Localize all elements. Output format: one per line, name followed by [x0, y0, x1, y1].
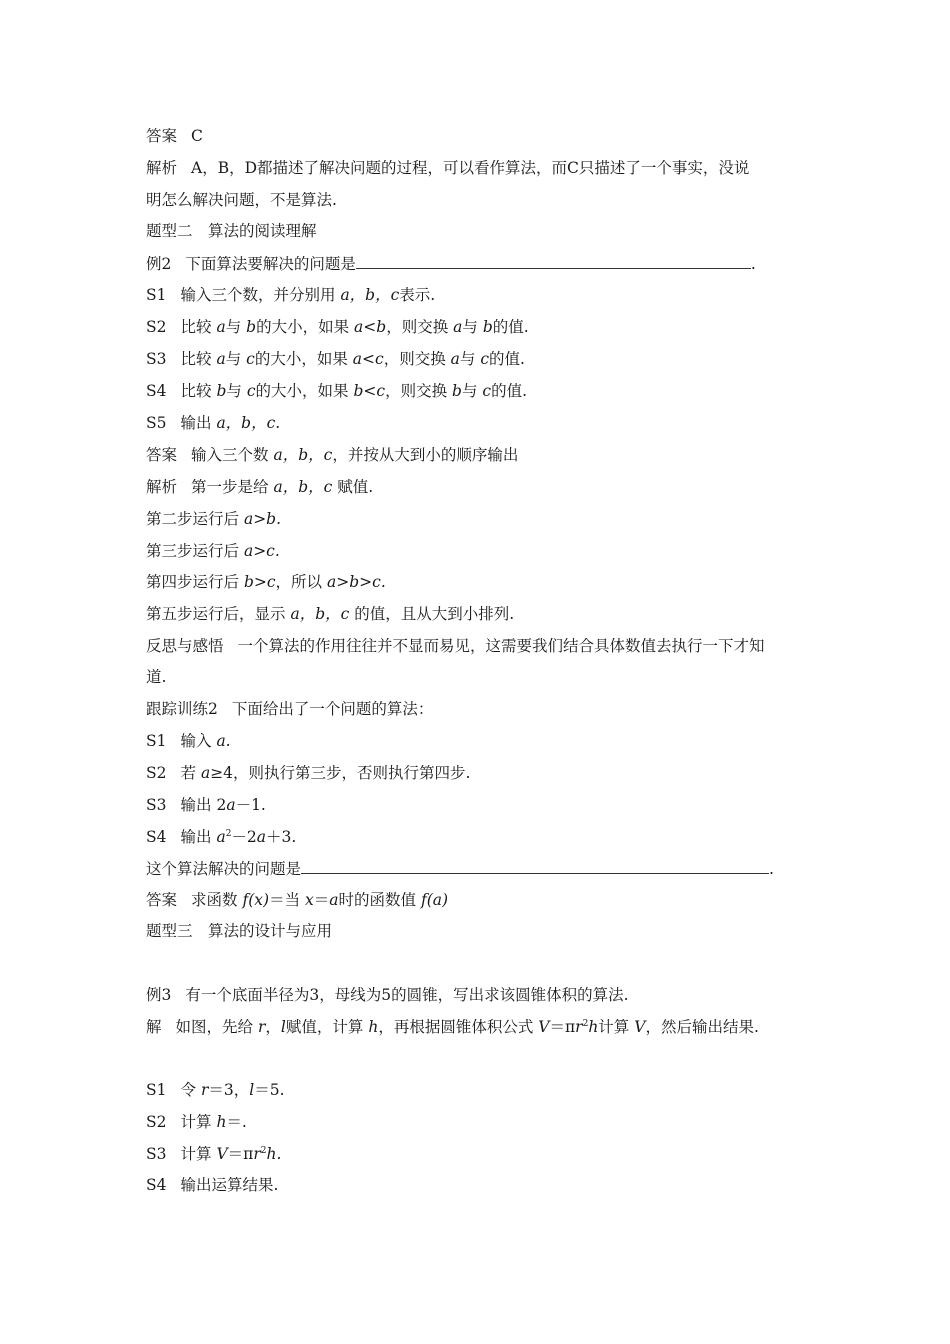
step-text: 与: [225, 318, 242, 336]
var: f: [242, 891, 249, 909]
analysis-line-2: [146, 477, 811, 497]
step-text: 的大小，如果: [254, 350, 348, 368]
reflection-label: 反思与感悟: [146, 637, 224, 655]
answer-text: ＝当: [269, 891, 301, 909]
step-text: 的值.: [492, 318, 529, 336]
expr: ＝3，: [208, 1081, 250, 1099]
step-text: 输出运算结果.: [180, 1176, 279, 1194]
answer-text: C: [191, 127, 203, 145]
step-label: S1: [146, 732, 167, 750]
solution-text: 赋值，计算: [285, 1018, 364, 1036]
solution-step-s2: [146, 1112, 811, 1132]
var: r: [200, 1081, 209, 1099]
var: r: [253, 1145, 261, 1163]
expr: －2: [231, 828, 257, 846]
answer-blank-2[interactable]: [301, 858, 769, 874]
step-text: 表示.: [399, 286, 436, 304]
example-text: 有一个底面半径为3，母线为5的圆锥，写出求该圆锥体积的算法.: [185, 986, 629, 1004]
var: a，b，c: [273, 446, 333, 464]
var: a.: [216, 732, 231, 750]
var: h: [216, 1113, 227, 1131]
var: V: [216, 1145, 228, 1163]
sep: ，: [265, 1018, 281, 1036]
solution-line: [146, 1017, 811, 1037]
step-text: 与: [462, 318, 478, 336]
step-text: 比较: [180, 318, 212, 336]
step-label: S1: [146, 286, 167, 304]
var: r: [575, 1018, 583, 1036]
expr: ＝.: [226, 1113, 247, 1131]
var: b: [482, 318, 493, 336]
reflection-line-b: [146, 667, 811, 687]
analysis-step-2: [146, 509, 811, 529]
step-text: 输出: [180, 414, 212, 432]
step-s5: [146, 413, 811, 433]
example-label: 例3: [146, 986, 172, 1004]
relation: a>b>c.: [327, 573, 386, 591]
answer-line-2: [146, 445, 811, 465]
practice-text: 下面给出了一个问题的算法：: [231, 700, 434, 718]
step-s3: [146, 349, 811, 369]
var: V: [538, 1018, 550, 1036]
expr: ＋3.: [266, 828, 297, 846]
answer-blank[interactable]: [356, 253, 751, 269]
step-text: 输出: [180, 796, 212, 814]
practice-step-s1: [146, 731, 811, 751]
step-text: 输入三个数，并分别用: [180, 286, 336, 304]
step-text: ，则交换: [386, 318, 449, 336]
solution-text: 如图，先给: [175, 1018, 254, 1036]
var: h: [368, 1018, 379, 1036]
question-line: [146, 858, 811, 879]
analysis-label: 解析: [146, 478, 178, 496]
step-label: S3: [146, 796, 167, 814]
condition: a<b: [354, 318, 387, 336]
solution-text: ，然后输出结果.: [645, 1018, 759, 1036]
analysis-text: 赋值.: [337, 478, 374, 496]
step-label: S2: [146, 318, 167, 336]
relation: b>c: [243, 573, 276, 591]
var: a: [453, 318, 463, 336]
answer-line-3: [146, 890, 811, 910]
var: a: [256, 828, 267, 846]
section-heading-2: [146, 221, 811, 241]
var: a，b，c: [340, 286, 400, 304]
reflection-text: 道.: [146, 668, 167, 686]
var: a: [200, 764, 211, 782]
step-text: 令: [180, 1081, 196, 1099]
solution-text: 计算: [598, 1018, 630, 1036]
step-text: 比较: [180, 382, 212, 400]
practice-step-s2: [146, 763, 811, 783]
var: b: [452, 382, 462, 400]
practice-label: 跟踪训练2: [146, 700, 218, 718]
solution-label: 解: [146, 1018, 162, 1036]
analysis-text: A，B，D都描述了解决问题的过程，可以看作算法，而C只描述了一个事实，没说: [191, 159, 750, 177]
answer-label: 答案: [146, 446, 178, 464]
solution-step-s1: [146, 1080, 811, 1100]
var: (a): [426, 891, 449, 909]
example-2-line: [146, 253, 811, 274]
expr: 2: [216, 796, 227, 814]
step-label: S4: [146, 382, 167, 400]
expr: ＝π: [549, 1018, 576, 1036]
step-s4: [146, 381, 811, 401]
step-text: 与: [226, 382, 242, 400]
step-text: 若: [180, 764, 196, 782]
answer-line-1: [146, 126, 811, 146]
period: .: [769, 860, 774, 878]
step-text: 与: [461, 382, 478, 400]
step-label: S5: [146, 414, 167, 432]
expr: －1.: [235, 796, 266, 814]
var: a: [329, 891, 339, 909]
var: f: [420, 891, 427, 909]
var: a，b，c: [273, 478, 333, 496]
answer-text: ＝: [313, 891, 330, 909]
section-heading-3: [146, 921, 811, 941]
step-text: 与: [459, 350, 476, 368]
practice-2-line: [146, 699, 811, 719]
var: r: [257, 1018, 266, 1036]
step-text: 输出: [180, 828, 212, 846]
answer-text: 时的函数值: [338, 891, 417, 909]
answer-text: 输入三个数: [191, 446, 269, 464]
var: c: [480, 350, 490, 368]
example-label: 例2: [146, 255, 172, 273]
var: a: [216, 350, 226, 368]
var: (x): [248, 891, 270, 909]
condition: b<c: [353, 382, 386, 400]
step-text: ，则交换: [383, 350, 446, 368]
step-label: S4: [146, 1176, 167, 1194]
practice-step-s4: [146, 827, 811, 847]
var: l: [280, 1018, 286, 1036]
step-label: S2: [146, 1113, 167, 1131]
var: b: [216, 382, 227, 400]
var: a，b，c: [290, 605, 350, 623]
analysis-text: 第五步运行后，显示: [146, 605, 286, 623]
analysis-step-4: [146, 572, 811, 592]
step-text: 的大小，如果: [255, 382, 349, 400]
step-s1: [146, 285, 811, 305]
expr: ＝π: [227, 1145, 254, 1163]
var: a，b，c.: [216, 414, 281, 432]
var: c: [246, 382, 256, 400]
example-text: 下面算法要解决的问题是: [185, 255, 356, 273]
exponent: 2: [260, 1145, 267, 1156]
exponent: 2: [225, 828, 232, 839]
step-text: 的值.: [491, 382, 528, 400]
answer-label: 答案: [146, 891, 178, 909]
exponent: 2: [582, 1018, 589, 1029]
analysis-text: 第三步运行后: [146, 542, 240, 560]
var: x: [305, 891, 314, 909]
analysis-text: 的值，且从大到小排列.: [354, 605, 515, 623]
analysis-text: 第二步运行后: [146, 510, 240, 528]
var: a: [216, 828, 226, 846]
analysis-text: 第四步运行后: [146, 573, 240, 591]
period: .: [750, 255, 756, 273]
analysis-label: 解析: [146, 159, 178, 177]
analysis-text-cont: 明怎么解决问题，不是算法.: [146, 191, 337, 209]
example-3-line: [146, 985, 811, 1005]
answer-text: 求函数: [191, 891, 238, 909]
section-title: 题型三 算法的设计与应用: [146, 922, 333, 940]
var: l: [249, 1081, 255, 1099]
analysis-step-3: [146, 541, 811, 561]
section-title: 题型二 算法的阅读理解: [146, 222, 317, 240]
step-text: 计算: [180, 1145, 212, 1163]
step-text: 计算: [180, 1113, 212, 1131]
answer-text: ，并按从大到小的顺序输出: [332, 446, 519, 464]
var: c: [482, 382, 492, 400]
analysis-line-1b: [146, 190, 811, 210]
var: a: [450, 350, 460, 368]
step-label: S2: [146, 764, 167, 782]
step-label: S3: [146, 350, 167, 368]
step-label: S1: [146, 1081, 167, 1099]
step-text: ≥4，则执行第三步，否则执行第四步.: [210, 764, 471, 782]
step-text: 与: [225, 350, 242, 368]
answer-label: 答案: [146, 127, 178, 145]
step-text: ，则交换: [385, 382, 448, 400]
var: c: [246, 350, 255, 368]
step-text: 的值.: [489, 350, 525, 368]
analysis-step-5: [146, 604, 811, 624]
solution-step-s4: [146, 1175, 811, 1195]
reflection-line-a: [146, 636, 811, 656]
var: b: [246, 318, 257, 336]
solution-step-s3: [146, 1144, 811, 1164]
var: a: [216, 318, 226, 336]
var: h.: [266, 1145, 282, 1163]
var: h: [588, 1018, 599, 1036]
var: a: [226, 796, 236, 814]
step-text: 比较: [180, 350, 212, 368]
expr: ＝5.: [254, 1081, 285, 1099]
relation: a>c.: [243, 542, 280, 560]
step-text: 输入: [180, 732, 212, 750]
step-s2: [146, 317, 811, 337]
analysis-line-1a: [146, 158, 811, 178]
step-label: S4: [146, 828, 167, 846]
relation: a>b.: [243, 510, 282, 528]
question-text: 这个算法解决的问题是: [146, 860, 302, 878]
practice-step-s3: [146, 795, 811, 815]
condition: a<c: [352, 350, 384, 368]
solution-text: ，再根据圆锥体积公式: [378, 1018, 534, 1036]
analysis-text: 第一步是给: [191, 478, 269, 496]
step-text: 的大小，如果: [256, 318, 350, 336]
analysis-text: ，所以: [275, 573, 323, 591]
step-label: S3: [146, 1145, 167, 1163]
var: V: [634, 1018, 646, 1036]
reflection-text: 一个算法的作用往往并不显而易见，这需要我们结合具体数值去执行一下才知: [237, 637, 765, 655]
